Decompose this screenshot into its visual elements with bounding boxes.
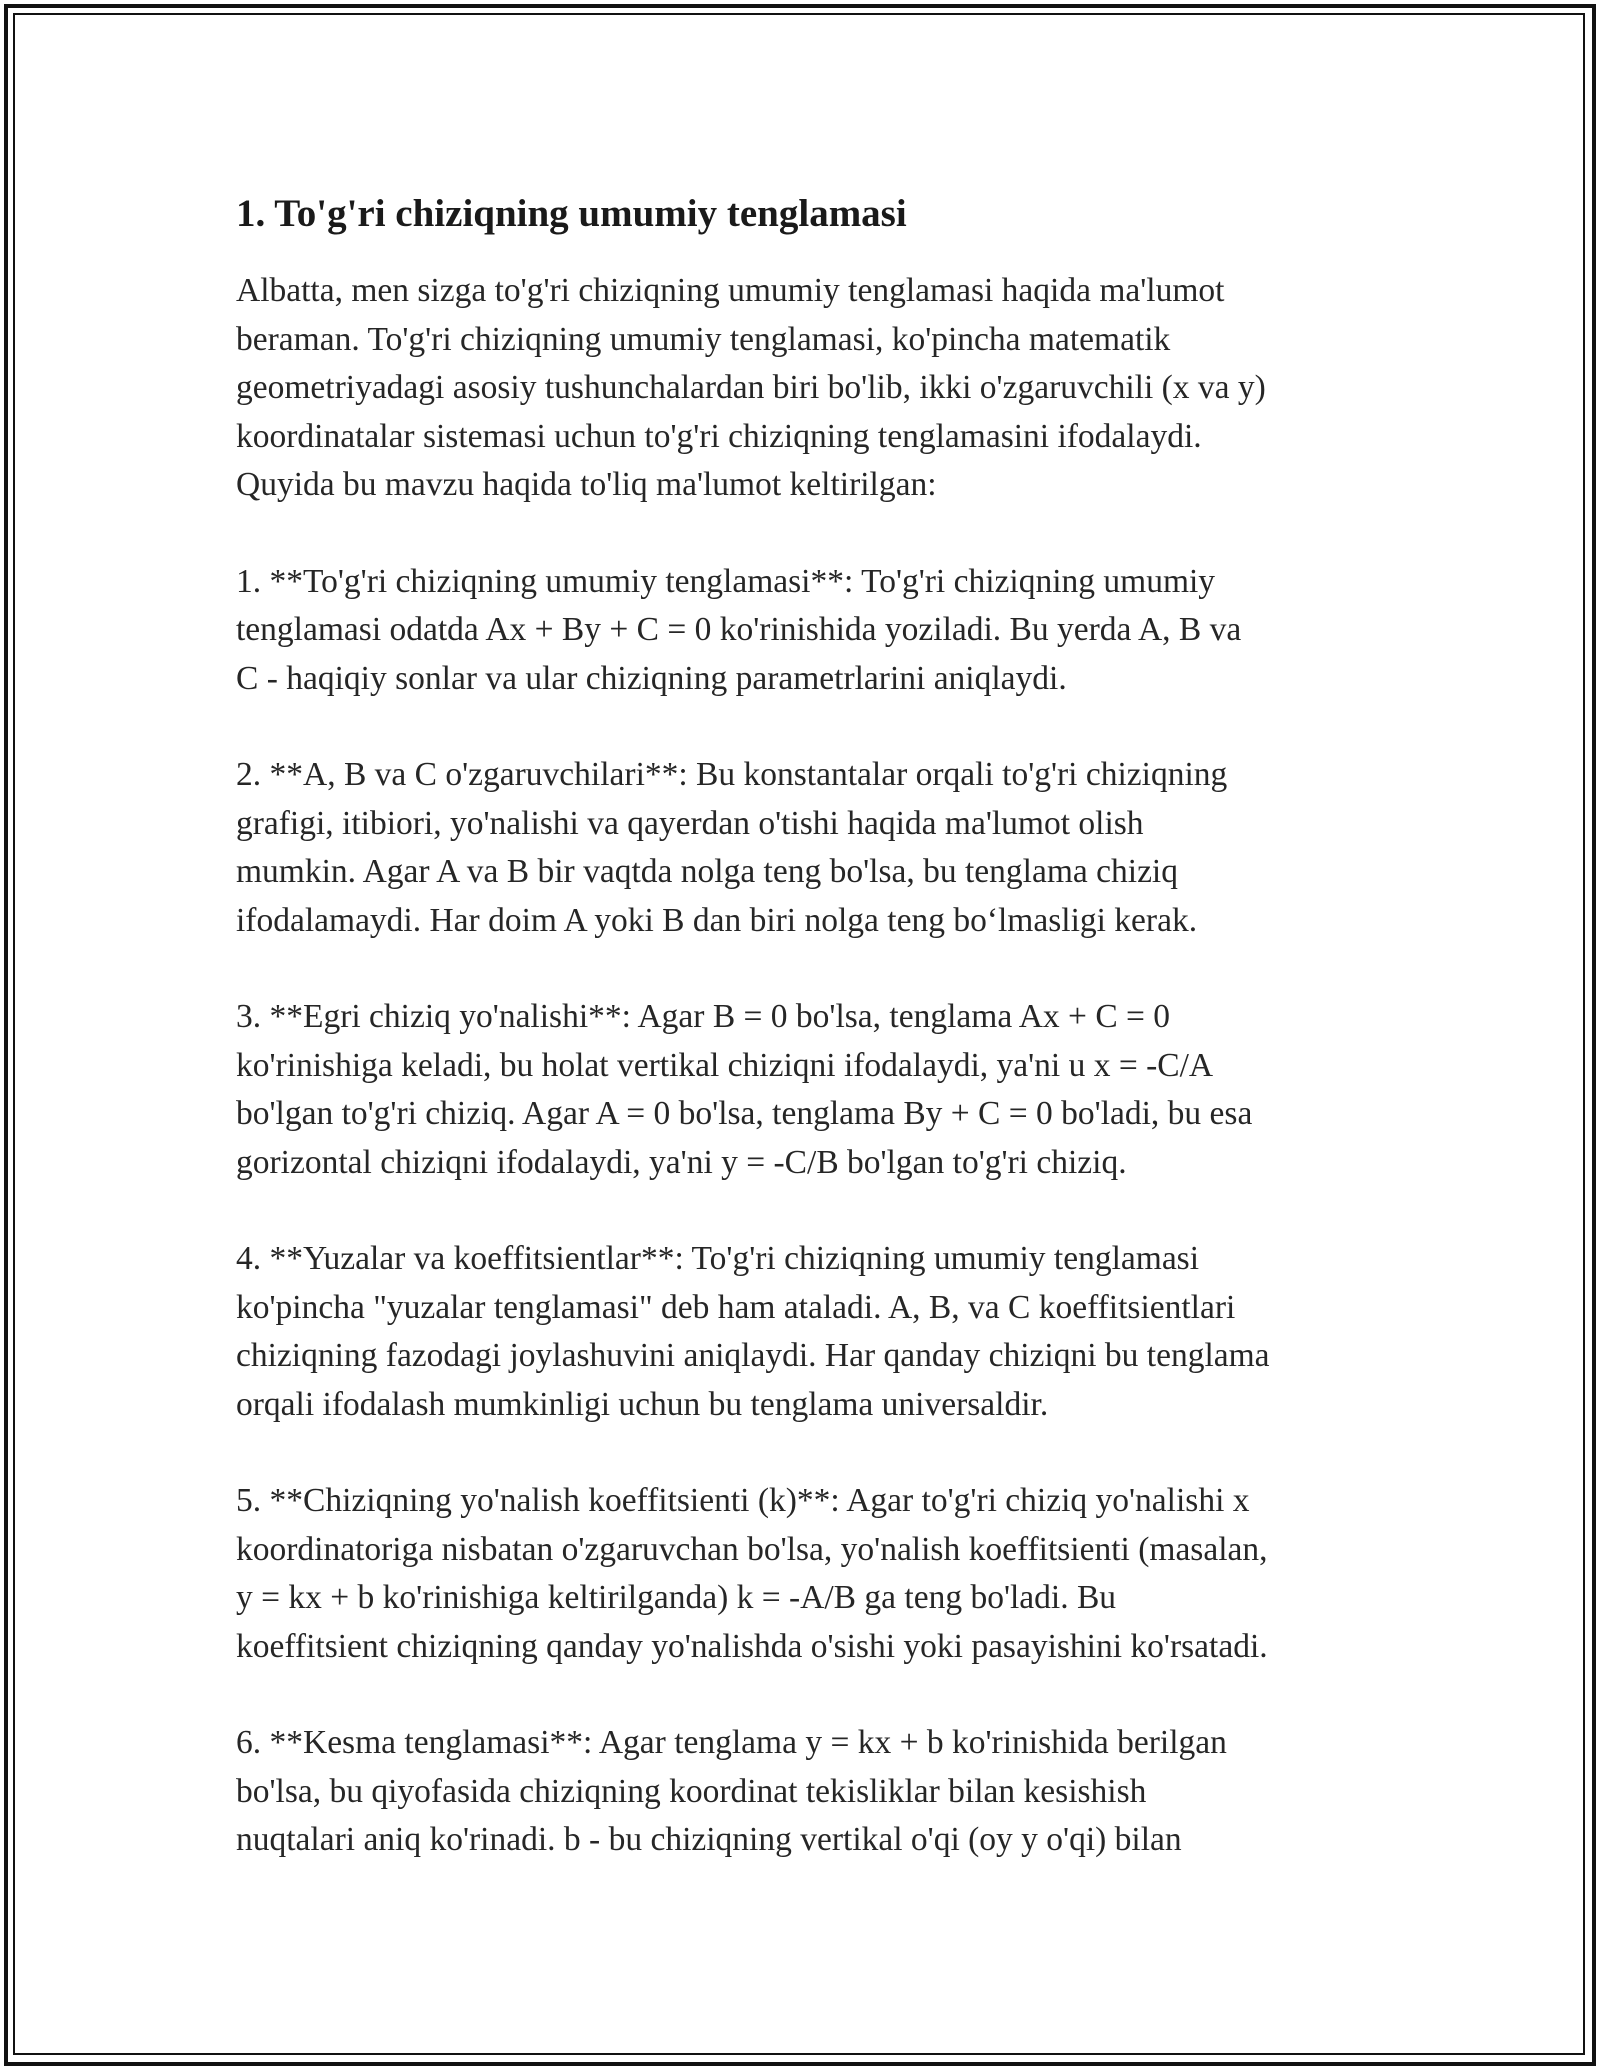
text-line: grafigi, itibiori, yo'nalishi va qayerdan o'tishi haqida ma'lumot olish [236, 804, 1144, 842]
text-line: beraman. To'g'ri chiziqning umumiy tenglamasi, ko'pincha matematik [236, 320, 1171, 358]
document-body [236, 190, 1381, 1913]
text-line: ko'rinishiga keladi, bu holat vertikal chiziqni ifodalaydi, ya'ni u x = -C/A [236, 1046, 1214, 1084]
text-line: chiziqning fazodagi joylashuvini aniqlaydi. Har qanday chiziqni bu tenglama [236, 1337, 1270, 1374]
text-line: bo'lgan to'g'ri chiziq. Agar A = 0 bo'lsa, tenglama By + C = 0 bo'ladi, bu esa [236, 1095, 1253, 1132]
text-line: ko'pincha "yuzalar tenglamasi" deb ham ataladi. A, B, va C koeffitsientlari [236, 1288, 1236, 1326]
text-line: orqali ifodalash mumkinligi uchun bu tenglama universaldir. [236, 1385, 1049, 1423]
list-item-6 [236, 1719, 1381, 1865]
text-line: gorizontal chiziqni ifodalaydi, ya'ni y = -C/B bo'lgan to'g'ri chiziq. [236, 1143, 1127, 1181]
text-line: bo'lsa, bu qiyofasida chiziqning koordinat tekisliklar bilan kesishish [236, 1772, 1147, 1810]
list-item-1 [236, 558, 1381, 704]
text-line: mumkin. Agar A va B bir vaqtda nolga teng bo'lsa, bu tenglama chiziq [236, 853, 1178, 890]
text-line: koordinatoriga nisbatan o'zgaruvchan bo'lsa, yo'nalish koeffitsienti (masalan, [236, 1530, 1268, 1568]
text-line: geometriyadagi asosiy tushunchalardan biri bo'lib, ikki o'zgaruvchili (x va y) [236, 369, 1266, 406]
list-item-3 [236, 993, 1381, 1187]
intro-paragraph [236, 267, 1381, 510]
text-line: y = kx + b ko'rinishiga keltirilganda) k = -A/B ga teng bo'ladi. Bu [236, 1579, 1117, 1616]
text-line: 4. **Yuzalar va koeffitsientlar**: To'g'ri chiziqning umumiy tenglamasi [236, 1240, 1200, 1277]
list-item-5 [236, 1477, 1381, 1671]
text-line: 6. **Kesma tenglamasi**: Agar tenglama y = kx + b ko'rinishida berilgan [236, 1724, 1227, 1761]
list-item-4 [236, 1235, 1381, 1429]
list-item-2 [236, 751, 1381, 945]
text-line: koordinatalar sistemasi uchun to'g'ri chiziqning tenglamasini ifodalaydi. [236, 417, 1202, 455]
text-line: tenglamasi odatda Ax + By + C = 0 ko'rinishida yoziladi. Bu yerda A, B va [236, 611, 1242, 648]
text-line: 5. **Chiziqning yo'nalish koeffitsienti (k)**: Agar to'g'ri chiziq yo'nalishi x [236, 1482, 1250, 1519]
text-line: Quyida bu mavzu haqida to'liq ma'lumot keltirilgan: [236, 466, 937, 503]
text-line: koeffitsient chiziqning qanday yo'nalishda o'sishi yoki pasayishini ko'rsatadi. [236, 1627, 1268, 1665]
text-line: 1. **To'g'ri chiziqning umumiy tenglamasi**: To'g'ri chiziqning umumiy [236, 562, 1216, 600]
text-line: C - haqiqiy sonlar va ular chiziqning parametrlarini aniqlaydi. [236, 659, 1067, 697]
text-line: Albatta, men sizga to'g'ri chiziqning umumiy tenglamasi haqida ma'lumot [236, 272, 1225, 309]
text-line: 2. **A, B va C o'zgaruvchilari**: Bu konstantalar orqali to'g'ri chiziqning [236, 756, 1228, 793]
page-title: 1. To'g'ri chiziqning umumiy tenglamasi [236, 192, 907, 235]
text-line: ifodalamaydi. Har doim A yoki B dan biri nolga teng bo‘lmasligi kerak. [236, 901, 1198, 939]
text-line: 3. **Egri chiziq yo'nalishi**: Agar B = 0 bo'lsa, tenglama Ax + C = 0 [236, 998, 1171, 1035]
text-line: nuqtalari aniq ko'rinadi. b - bu chiziqning vertikal o'qi (oy y o'qi) bilan [236, 1821, 1182, 1858]
